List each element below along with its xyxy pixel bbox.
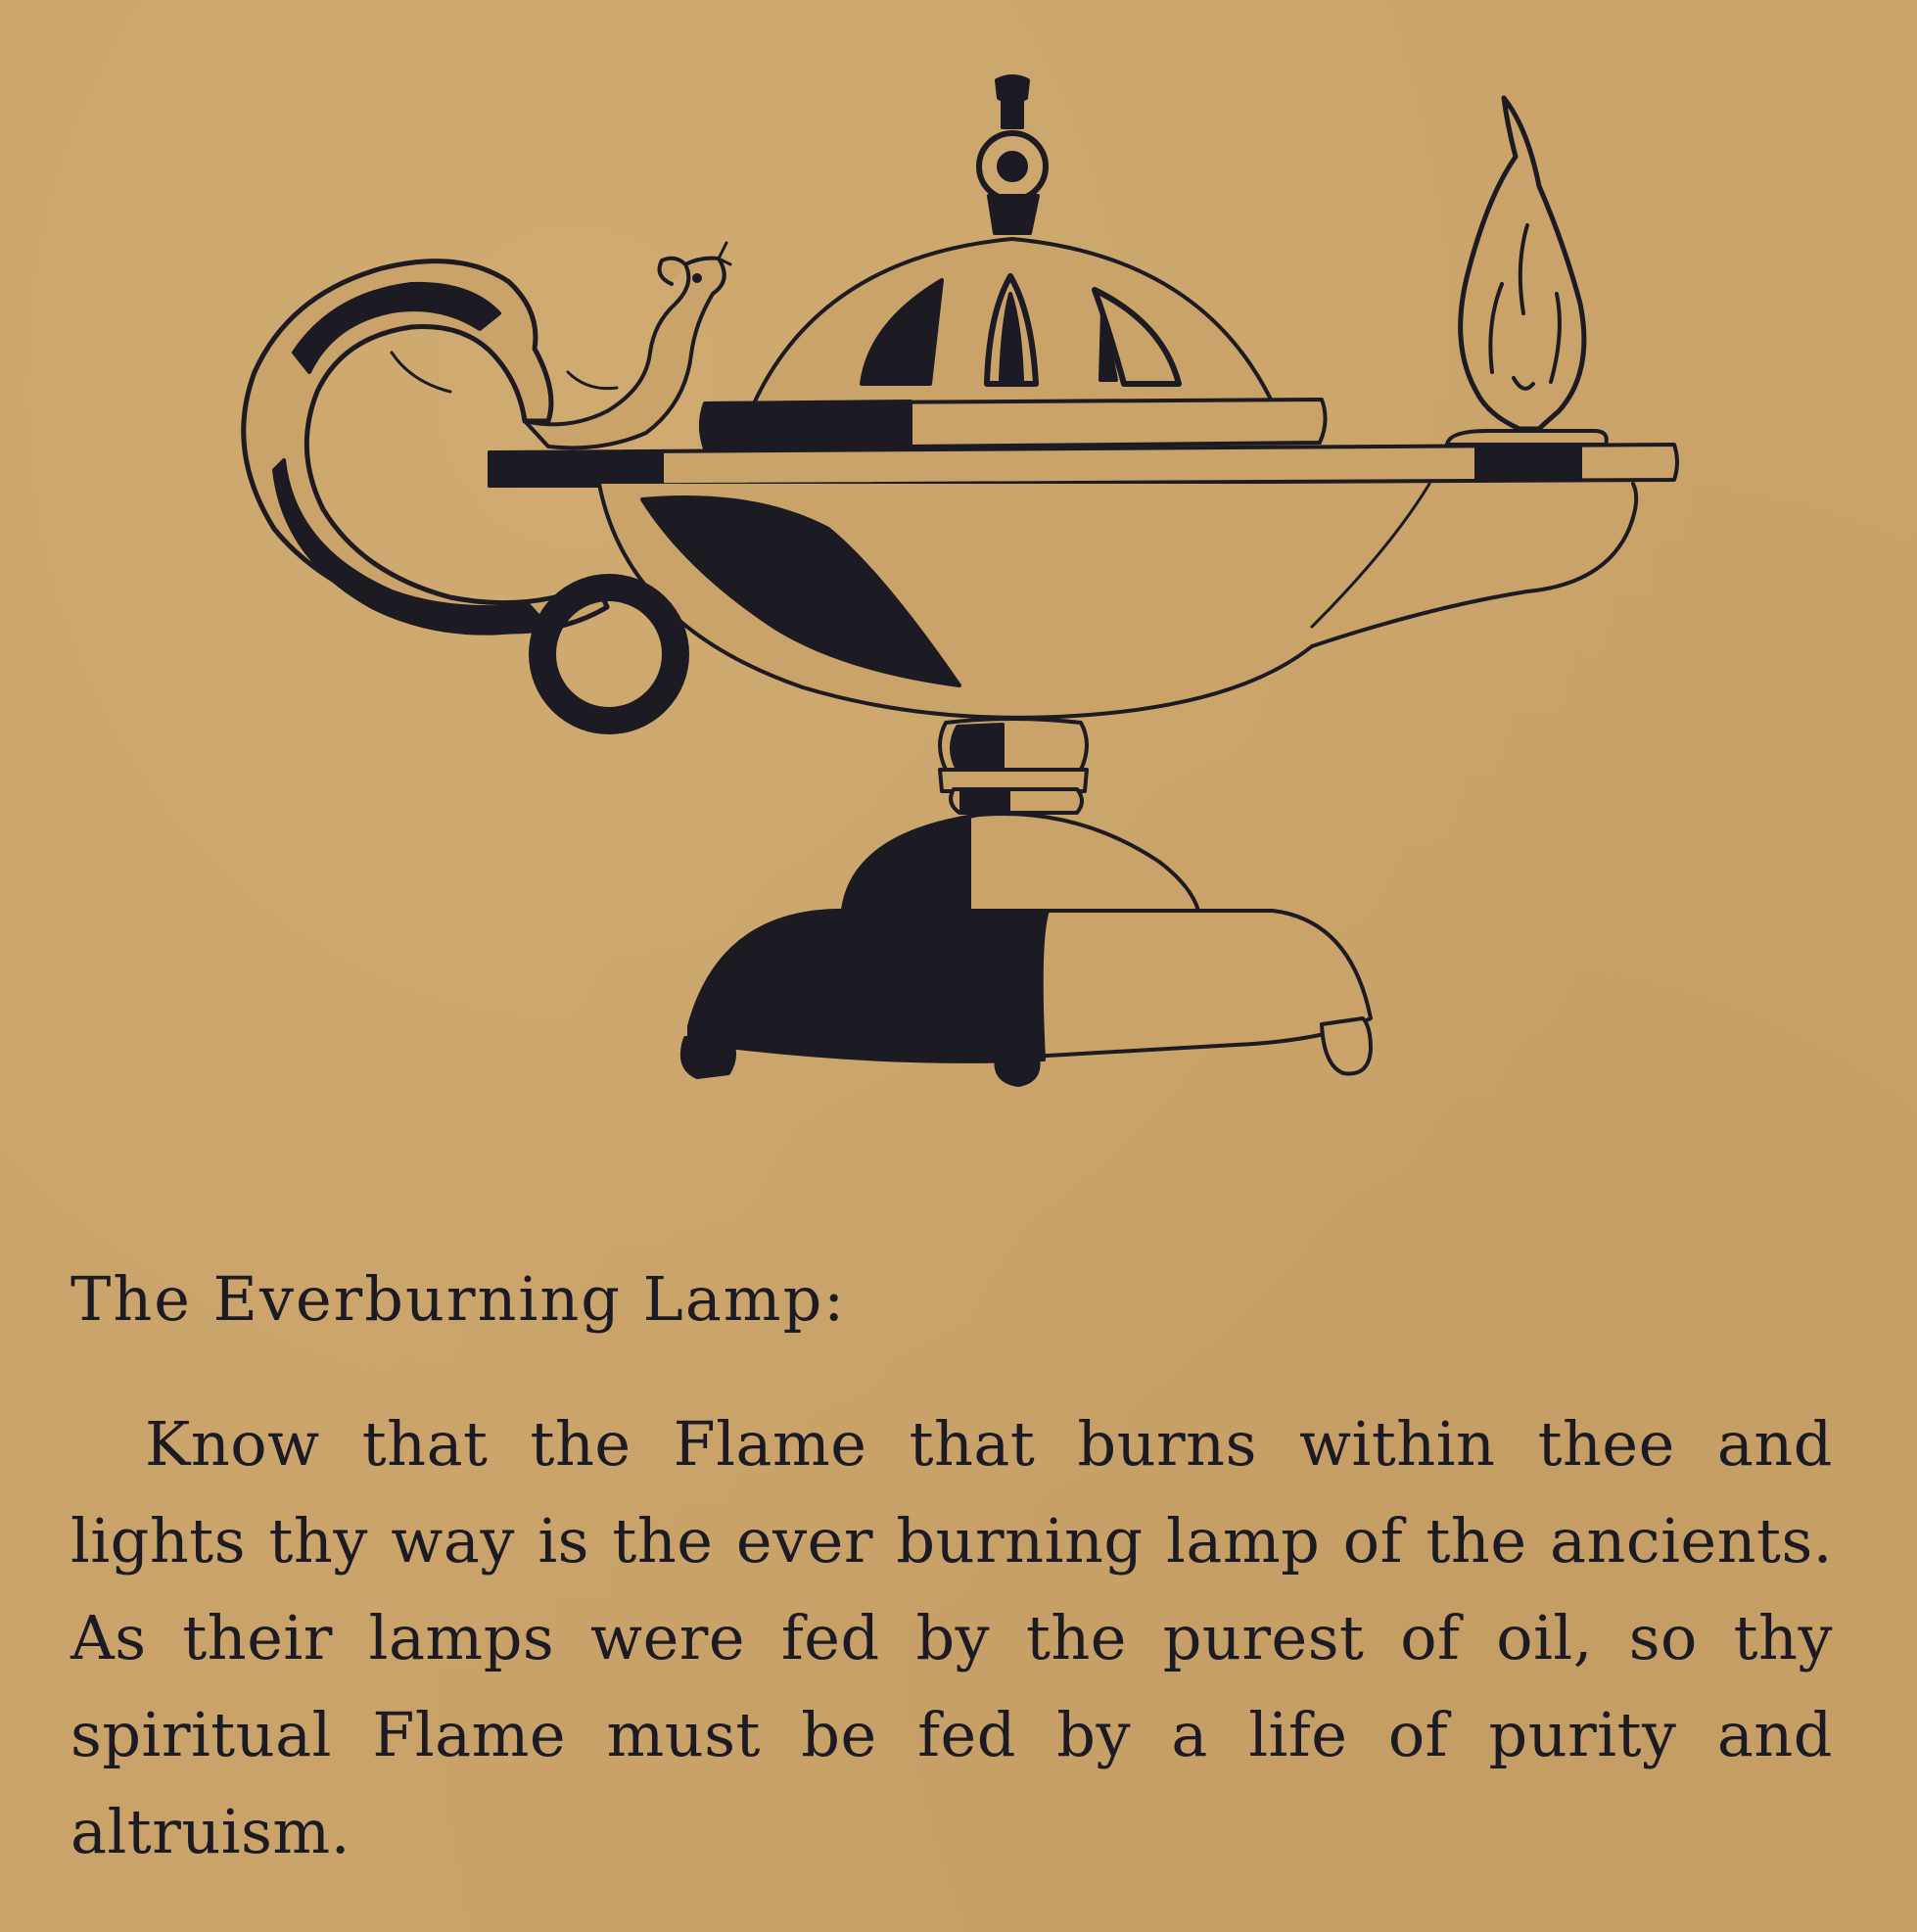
page-title: The Everburning Lamp: — [70, 1263, 847, 1335]
finial — [979, 76, 1046, 233]
flame — [1461, 98, 1584, 429]
body-paragraph: Know that the Flame that burns within thee and lights thy way is the ever burning lamp of the ancients. As their lamps were fed by the purest of oil, so thy spiritual Flame must be fed by a life of purity and altruism. — [70, 1408, 1833, 1867]
